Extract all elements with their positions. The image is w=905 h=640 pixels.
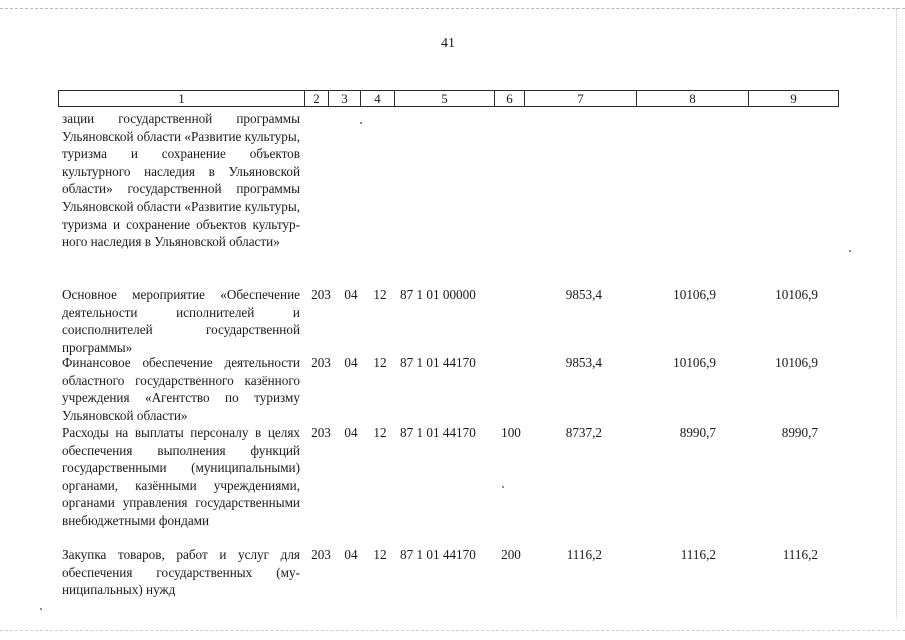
scan-border-right	[896, 8, 897, 618]
cell-subsection: 12	[373, 355, 387, 370]
header-cell-9: 9	[790, 91, 797, 106]
cell-subsection: 12	[373, 425, 387, 440]
cell-amount-col8: 8990,7	[679, 425, 716, 440]
scan-border-bottom	[0, 630, 905, 631]
cell-amount-col9: 10106,9	[775, 287, 818, 302]
cell-subsection: 12	[373, 287, 387, 302]
table-row	[58, 110, 839, 286]
cell-section: 04	[344, 547, 358, 562]
cell-amount-col7: 8737,2	[565, 425, 602, 440]
cell-section: 04	[344, 287, 358, 302]
header-cell-3: 3	[329, 91, 361, 106]
table-row	[58, 424, 839, 546]
table-row	[58, 286, 839, 354]
cell-ministry-code: 203	[311, 355, 331, 370]
header-cell-4: 4	[361, 91, 395, 106]
scan-speck	[40, 608, 42, 610]
page-number: 41	[441, 36, 455, 51]
table-row	[58, 546, 839, 602]
header-cell-6: 6	[495, 91, 525, 106]
cell-target-article: 87 1 01 44170	[400, 547, 476, 562]
header-cell-5: 5	[395, 91, 495, 106]
cell-amount-col7: 9853,4	[565, 287, 602, 302]
header-cell-1: 1	[59, 91, 305, 106]
table-row	[58, 354, 839, 424]
scan-speck	[849, 250, 851, 252]
row-description: Закупка товаров, работ и услуг для обеспечения государственных (муниципальных) нужд	[62, 547, 300, 598]
scan-speck	[502, 486, 504, 488]
cell-section: 04	[344, 355, 358, 370]
header-cell-7: 7	[525, 91, 637, 106]
cell-expense-type: 200	[501, 547, 521, 562]
cell-expense-type: 100	[501, 425, 521, 440]
cell-target-article: 87 1 01 00000	[400, 287, 476, 302]
header-cell-8: 8	[637, 91, 749, 106]
cell-amount-col9: 10106,9	[775, 355, 818, 370]
header-cell-2: 2	[305, 91, 329, 106]
row-description: зации государственной программы Ульяновской области «Развитие культуры, туризма и сохранение объектов культурного наследия в Ульяновской области» государственной программы Ульяновской области «Развитие культуры, туризма и сохранение объектов культурного наследия в Ульяновской области»	[62, 111, 300, 250]
cell-ministry-code: 203	[311, 287, 331, 302]
cell-section: 04	[344, 425, 358, 440]
cell-amount-col8: 1116,2	[680, 547, 716, 562]
cell-amount-col9: 1116,2	[782, 547, 818, 562]
row-description: Финансовое обеспечение деятельности областного государственного казённого учреждения «Агентство по туризму Ульяновской области»	[62, 355, 300, 423]
cell-amount-col7: 9853,4	[565, 355, 602, 370]
cell-amount-col8: 10106,9	[673, 355, 716, 370]
cell-subsection: 12	[373, 547, 387, 562]
row-description: Расходы на выплаты персоналу в целях обеспечения выполнения функций государственными (муниципальными) органами, казёнными учреждениями, органами управления государственными внебюджетными фондами	[62, 425, 300, 528]
scan-speck	[360, 122, 362, 124]
cell-amount-col7: 1116,2	[566, 547, 602, 562]
cell-amount-col8: 10106,9	[673, 287, 716, 302]
cell-ministry-code: 203	[311, 547, 331, 562]
row-description: Основное мероприятие «Обеспечение деятельности исполнителей и соисполнителей государственной программы»	[62, 287, 300, 355]
cell-amount-col9: 8990,7	[781, 425, 818, 440]
cell-target-article: 87 1 01 44170	[400, 355, 476, 370]
cell-target-article: 87 1 01 44170	[400, 425, 476, 440]
table-header-row	[58, 90, 839, 107]
scan-border-top	[0, 8, 905, 9]
cell-ministry-code: 203	[311, 425, 331, 440]
